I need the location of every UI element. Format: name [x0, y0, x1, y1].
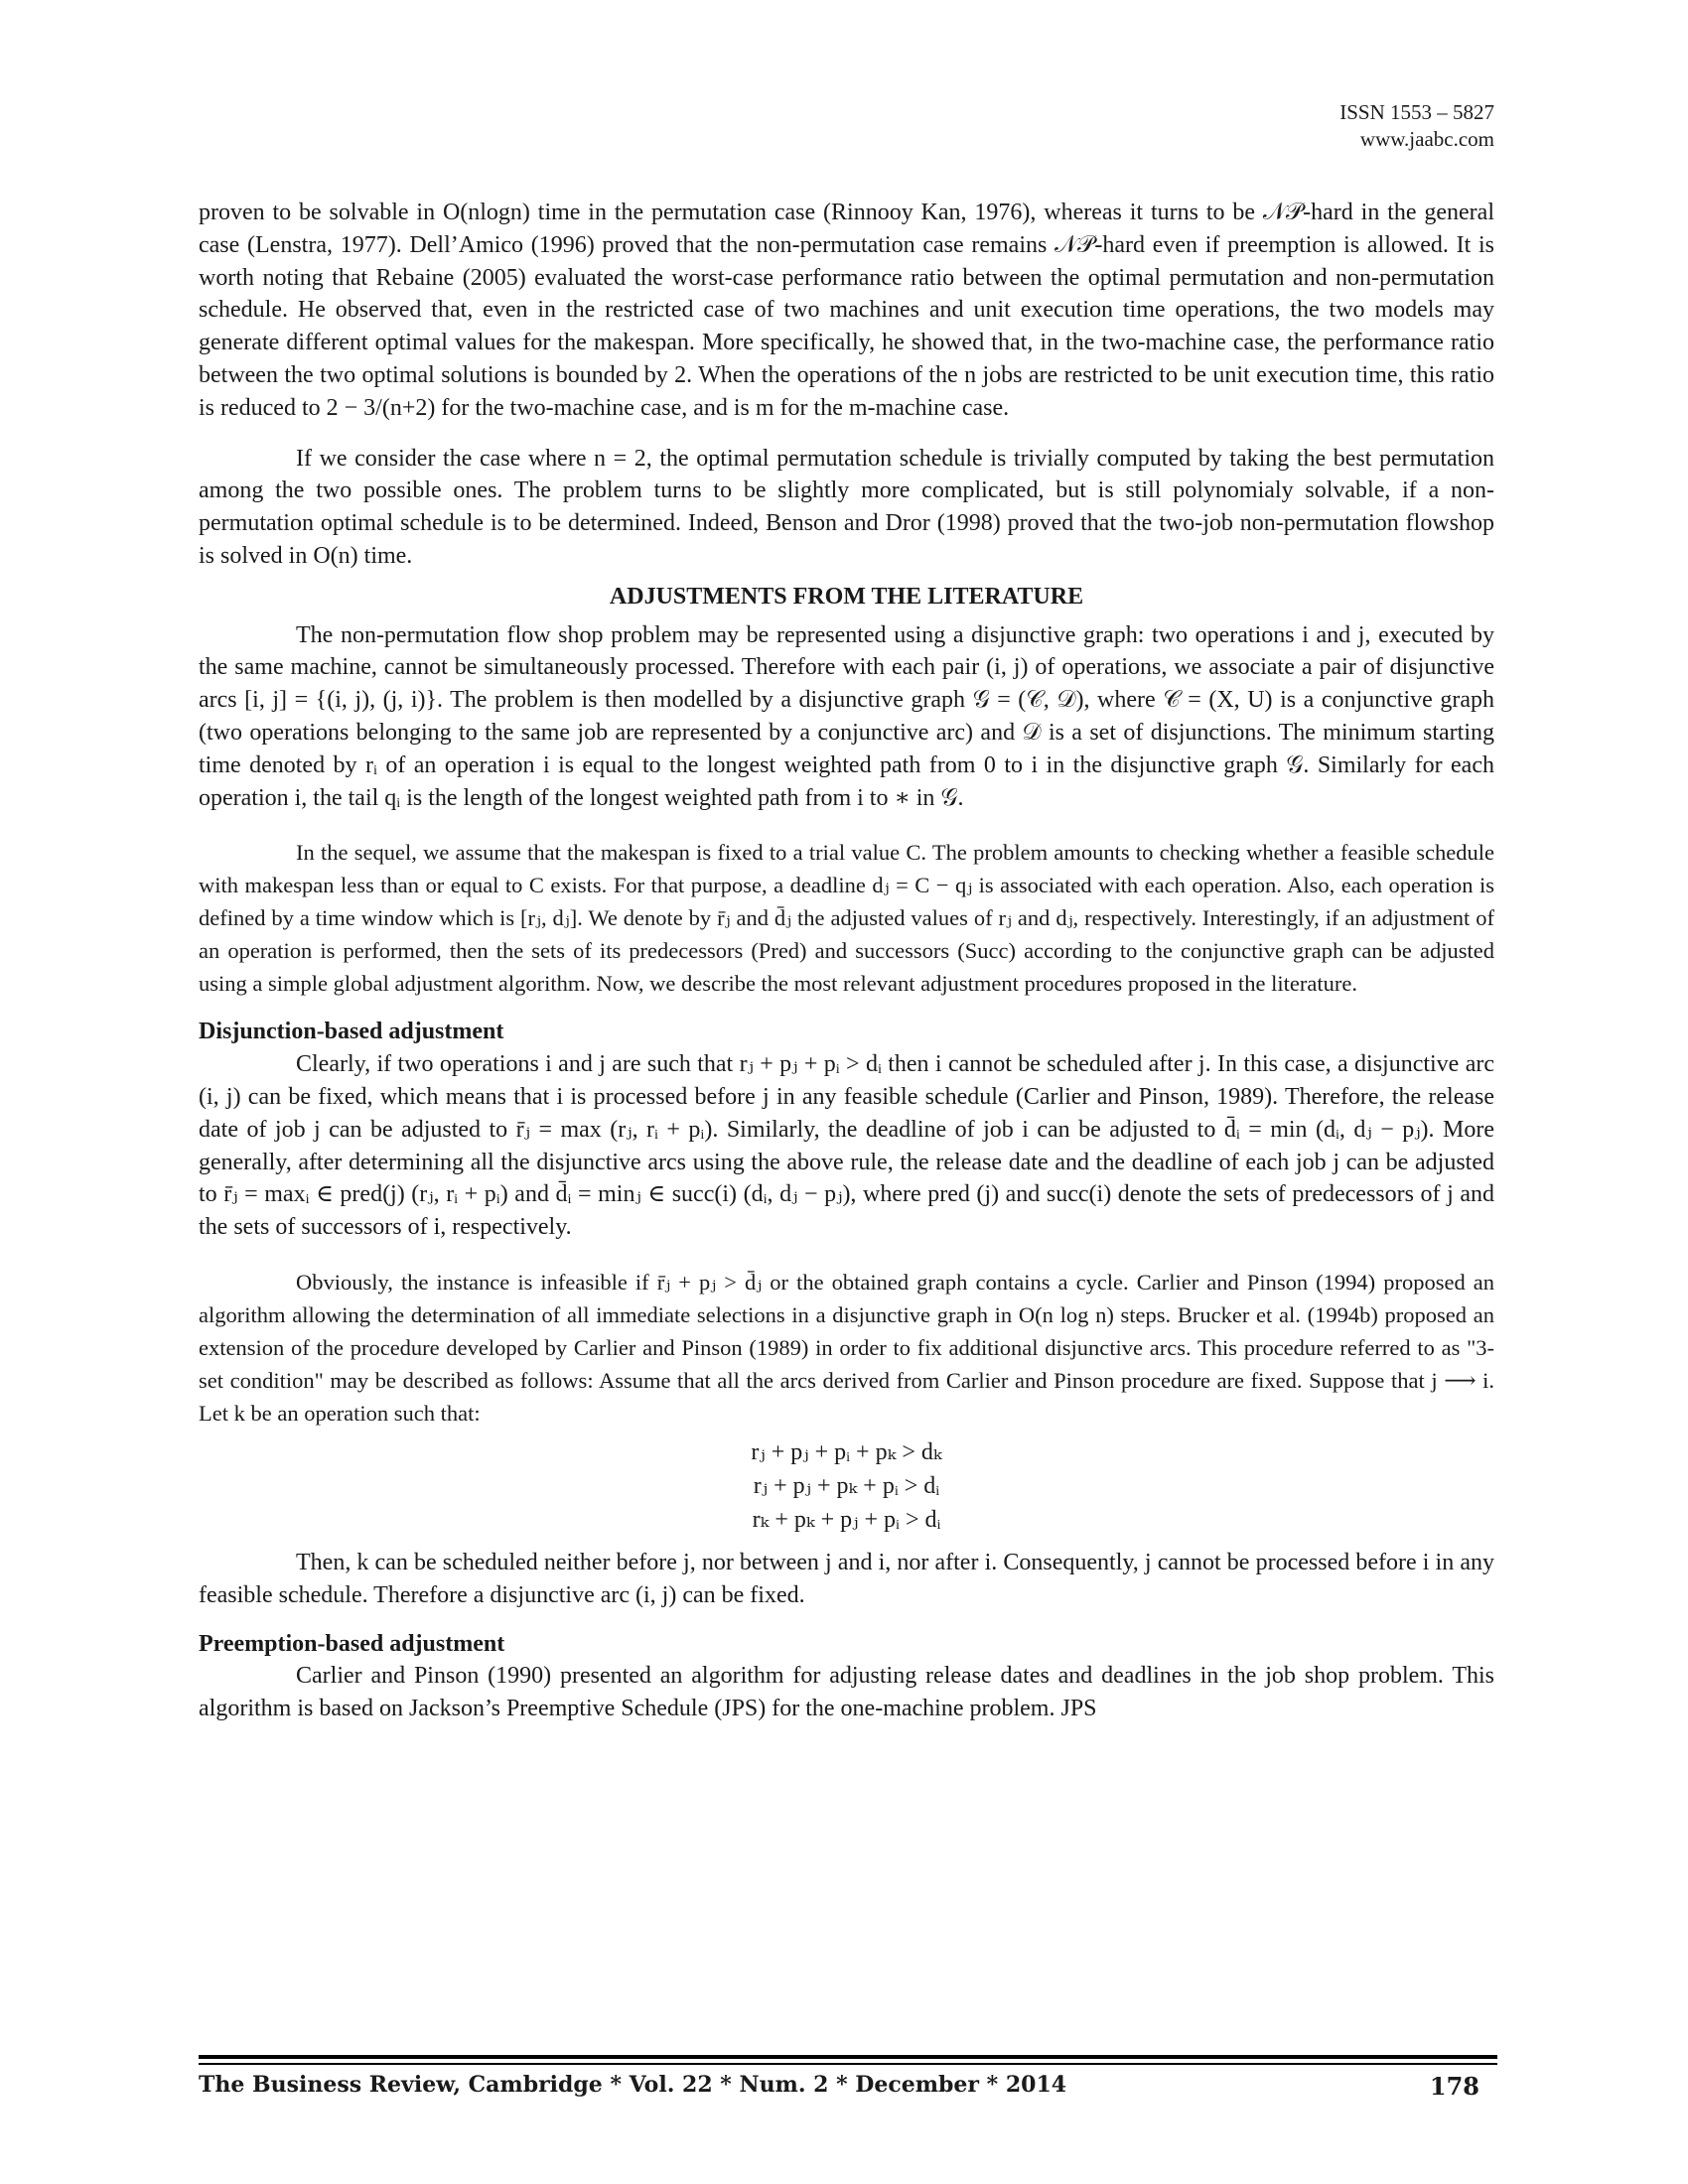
subheading-disjunction: Disjunction-based adjustment: [199, 1019, 504, 1045]
equation-2: rⱼ + pⱼ + pₖ + pᵢ > dᵢ: [753, 1472, 940, 1499]
paragraph-2: If we consider the case where n = 2, the optimal permutation schedule is trivially computed by taking the best permutation among the two possible ones. The problem turns to be slightly more complicated, but is still polynomialy solvable, if a non-permutation optimal schedule is to be determined. Indeed, Benson and Dror (1998) proved that the two-job non-permutation flowshop is solved in O(n) time.: [199, 445, 1494, 569]
footer-rule-bottom: [199, 2063, 1497, 2065]
paragraph-5: Clearly, if two operations i and j are such that rⱼ + pⱼ + pᵢ > dᵢ then i cannot be scheduled after j. In this case, a disjunctive arc (i, j) can be fixed, which means that i is processed before j in any feasible schedule (Carlier and Pinson, 1989). Therefore, the release date of job j can be adjusted to r̄ⱼ = max (rⱼ, rᵢ + pᵢ). Similarly, the deadline of job i can be adjusted to d̄ᵢ = min (dᵢ, dⱼ − pⱼ). More generally, after determining all the disjunctive arcs using the above rule, the release date and the deadline of each job j can be adjusted to r̄ⱼ = maxᵢ ∈ pred(j) (rⱼ, rᵢ + pᵢ) and d̄ᵢ = minⱼ ∈ succ(i) (dᵢ, dⱼ − pⱼ), where pred (j) and succ(i) denote the sets of predecessors of j and the sets of successors of i, respectively.: [199, 1051, 1494, 1241]
equation-1: rⱼ + pⱼ + pᵢ + pₖ > dₖ: [751, 1438, 942, 1465]
paragraph-6: Obviously, the instance is infeasible if r̄ⱼ + pⱼ > d̄ⱼ or the obtained graph contains a cycle. Carlier and Pinson (1994) proposed an algorithm allowing the determination of all immediate selections in a disjunctive graph in O(n log n) steps. Brucker et al. (1994b) proposed an extension of the procedure developed by Carlier and Pinson (1989) in order to fix additional disjunctive arcs. This procedure referred to as "3-set condition" may be described as follows: Assume that all the arcs derived from Carlier and Pinson procedure are fixed. Suppose that j ⟶ i. Let k be an operation such that:: [199, 1269, 1494, 1426]
article-body: [199, 197, 1494, 1725]
footer-rule-top: [199, 2055, 1497, 2059]
issn-label: ISSN 1553 – 5827: [1339, 100, 1494, 124]
subheading-preemption: Preemption-based adjustment: [199, 1630, 505, 1657]
page-footer: [199, 2072, 1497, 2112]
website-label: www.jaabc.com: [1359, 127, 1494, 151]
paragraph-8: Carlier and Pinson (1990) presented an algorithm for adjusting release dates and deadlines in the job shop problem. This algorithm is based on Jackson’s Preemptive Schedule (JPS) for the one-machine problem. JPS: [199, 1663, 1494, 1722]
equation-3: rₖ + pₖ + pⱼ + pᵢ > dᵢ: [752, 1506, 941, 1533]
page-header: [1339, 99, 1494, 153]
equation-block: [199, 1435, 1494, 1537]
paragraph-7: Then, k can be scheduled neither before j, nor between j and i, nor after i. Consequently, j cannot be processed before i in any feasible schedule. Therefore a disjunctive arc (i, j) can be fixed.: [199, 1549, 1494, 1608]
journal-citation: The Business Review, Cambridge * Vol. 22 * Num. 2 * December * 2014: [199, 2072, 1067, 2098]
section-title: ADJUSTMENTS FROM THE LITERATURE: [609, 583, 1084, 610]
paragraph-1: proven to be solvable in O(nlogn) time in the permutation case (Rinnooy Kan, 1976), whereas it turns to be 𝒩𝒫-hard in the general case (Lenstra, 1977). Dell’Amico (1996) proved that the non-permutation case remains 𝒩𝒫-hard even if preemption is allowed. It is worth noting that Rebaine (2005) evaluated the worst-case performance ratio between the optimal permutation and non-permutation schedule. He observed that, even in the restricted case of two machines and unit execution time operations, the two models may generate different optimal values for the makespan. More specifically, he showed that, in the two-machine case, the performance ratio between the two optimal solutions is bounded by 2. When the operations of the n jobs are restricted to be unit execution time, this ratio is reduced to 2 − 3/(n+2) for the two-machine case, and is m for the m-machine case.: [199, 200, 1494, 421]
paragraph-3: The non-permutation flow shop problem may be represented using a disjunctive graph: two operations i and j, executed by the same machine, cannot be simultaneously processed. Therefore with each pair (i, j) of operations, we associate a pair of disjunctive arcs [i, j] = {(i, j), (j, i)}. The problem is then modelled by a disjunctive graph 𝒢 = (𝒞, 𝒟), where 𝒞 = (X, U) is a conjunctive graph (two operations belonging to the same job are represented by a conjunctive arc) and 𝒟 is a set of disjunctions. The minimum starting time denoted by rᵢ of an operation i is equal to the longest weighted path from 0 to i in the disjunctive graph 𝒢. Similarly for each operation i, the tail qᵢ is the length of the longest weighted path from i to ∗ in 𝒢.: [199, 621, 1494, 811]
paragraph-4: In the sequel, we assume that the makespan is fixed to a trial value C. The problem amounts to checking whether a feasible schedule with makespan less than or equal to C exists. For that purpose, a deadline dⱼ = C − qⱼ is associated with each operation. Also, each operation is defined by a time window which is [rⱼ, dⱼ]. We denote by r̄ⱼ and d̄ⱼ the adjusted values of rⱼ and dⱼ, respectively. Interestingly, if an adjustment of an operation is performed, then the sets of its predecessors (Pred) and successors (Succ) according to the conjunctive graph can be adjusted using a simple global adjustment algorithm. Now, we describe the most relevant adjustment procedures proposed in the literature.: [199, 840, 1494, 997]
page-number: 178: [1429, 2072, 1479, 2101]
